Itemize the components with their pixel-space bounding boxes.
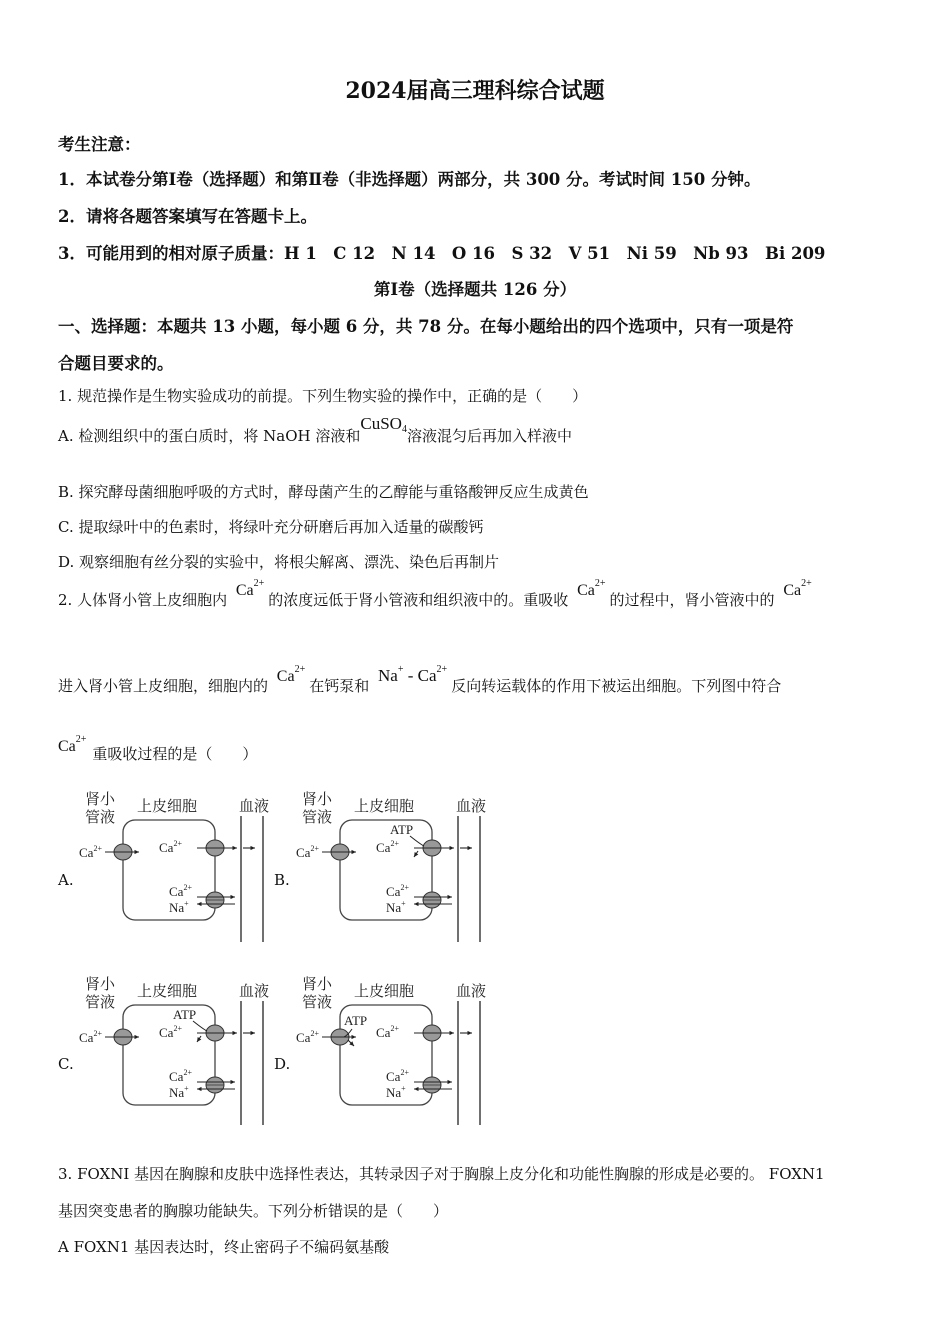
blood-label: 血液: [456, 799, 487, 815]
q2-line-1: 2. 人体肾小管上皮细胞内 $Ca^{2+}$的浓度远低于肾小管液和组织液中的。重吸收 $Ca^{2+}$的过程中，肾小管液中的 $Ca^{2+}$: [58, 578, 812, 609]
diagram-c: [75, 975, 285, 1125]
ca-out-arrow-head: [230, 895, 235, 899]
ca-to-blood-arrow-head: [250, 846, 255, 850]
na-in-arrow-head: [197, 1087, 202, 1091]
lumen-label: 肾小: [302, 977, 333, 993]
na-ca-exchanger-formula: $Na^+ - Ca^{2+}$: [378, 664, 448, 685]
cuso4-formula: CuSO$_4$: [360, 414, 407, 435]
na-ion-label: Na+: [386, 1084, 406, 1100]
notice-heading: 考生注意：: [58, 135, 141, 154]
blood-label: 血液: [239, 799, 270, 815]
ca-entry-arrow-head: [134, 850, 139, 854]
q1-option-a-pre: A. 检测组织中的蛋白质时，将 NaOH 溶液和: [58, 427, 361, 445]
na-ion-label: Na+: [386, 899, 406, 915]
q2-option-c-label: C.: [58, 1055, 74, 1073]
ca-ion-label: $Ca^{2+}$: [296, 844, 319, 860]
lumen-label: 肾小: [85, 977, 116, 993]
page-title: 2024届高三理科综合试题: [345, 78, 605, 104]
na-in-arrow-head: [197, 902, 202, 906]
notice-item-2: 2．请将各题答案填写在答题卡上。: [58, 207, 317, 226]
na-in-arrow-head: [414, 902, 419, 906]
q1-option-d: D. 观察细胞有丝分裂的实验中，将根尖解离、漂洗、染色后再制片: [58, 553, 500, 571]
ca-ion: $Ca^{2+}$: [235, 578, 265, 599]
ca-ion: $Ca^{2+}$: [577, 578, 606, 599]
atp-label: ATP: [173, 1007, 197, 1022]
ca-ion-label: $Ca^{2+}$: [159, 1024, 182, 1040]
lumen-label: 管液: [85, 995, 116, 1011]
ca-ion-label: $Ca^{2+}$: [159, 839, 182, 855]
ca-entry-arrow-head: [351, 1035, 356, 1039]
ca-ion-label: $Ca^{2+}$: [169, 1068, 192, 1084]
cell-label: 上皮细胞: [137, 984, 198, 1000]
ca-entry-arrow-head: [134, 1035, 139, 1039]
ca-ion-label: $Ca^{2+}$: [79, 844, 102, 860]
ca-ion-label: $Ca^{2+}$: [386, 883, 409, 899]
atp-arrow: [410, 836, 424, 846]
atp-arrow: [193, 1021, 207, 1031]
q1-option-c: C. 提取绿叶中的色素时，将绿叶充分研磨后再加入适量的碳酸钙: [58, 518, 484, 536]
q3-line-1: 3. FOXNI 基因在胸腺和皮肤中选择性表达，其转录因子对于胸腺上皮分化和功能性胸腺的形成是必要的。 FOXN1: [58, 1165, 825, 1183]
q1-option-a: [58, 414, 572, 447]
diagram-b: [292, 790, 502, 950]
ca-ion-label: $Ca^{2+}$: [296, 1029, 319, 1045]
section-intro-line-1: 一、选择题：本题共 13 小题，每小题 6 分，共 78 分。在每小题给出的四个选项中，只有一项是符: [58, 317, 794, 336]
ca-ion-label: $Ca^{2+}$: [386, 1068, 409, 1084]
ca-ion-label: $Ca^{2+}$: [376, 1024, 399, 1040]
q1-option-a-post: 溶液混匀后再加入样液中: [406, 427, 572, 445]
blood-label: 血液: [456, 984, 487, 1000]
q2-line-3: $Ca^{2+}$重吸收过程的是（ ）: [58, 734, 258, 763]
ca-out-arrow-head: [447, 1080, 452, 1084]
cell-label: 上皮细胞: [354, 799, 415, 815]
ca-to-blood-arrow-head: [467, 1031, 472, 1035]
ca-pump-arrow-head: [232, 1031, 237, 1035]
ca-out-arrow-head: [447, 895, 452, 899]
na-in-arrow-head: [414, 1087, 419, 1091]
blood-label: 血液: [239, 984, 270, 1000]
q2-line-2: 进入肾小管上皮细胞，细胞内的 $Ca^{2+}$在钙泵和 $Na^+ - Ca^{2+}$反向转运载体的作用下被运出细胞。下列图中符合: [58, 664, 782, 695]
cell-label: 上皮细胞: [137, 799, 198, 815]
ca-to-blood-arrow-head: [250, 1031, 255, 1035]
ca-ion: $Ca^{2+}$: [783, 578, 812, 599]
ca-ion-label: $Ca^{2+}$: [376, 839, 399, 855]
lumen-label: 管液: [302, 995, 333, 1011]
ca-pump-arrow-head: [232, 846, 237, 850]
diagram-d: [292, 975, 502, 1125]
na-ion-label: Na+: [169, 899, 189, 915]
lumen-label: 肾小: [85, 792, 116, 808]
lumen-label: 管液: [302, 810, 333, 826]
q1-option-b: B. 探究酵母菌细胞呼吸的方式时，酵母菌产生的乙醇能与重铬酸钾反应生成黄色: [58, 483, 589, 501]
ca-pump-arrow-head: [449, 846, 454, 850]
ca-ion-label: $Ca^{2+}$: [79, 1029, 102, 1045]
section-title: 第Ⅰ卷（选择题共 126 分）: [373, 280, 577, 299]
lumen-label: 肾小: [302, 792, 333, 808]
cell-label: 上皮细胞: [354, 984, 415, 1000]
ca-out-arrow-head: [230, 1080, 235, 1084]
atp-label: ATP: [344, 1013, 368, 1028]
lumen-label: 管液: [85, 810, 116, 826]
ca-ion: $Ca^{2+}$: [276, 664, 306, 685]
na-ion-label: Na+: [169, 1084, 189, 1100]
diagram-a: [75, 790, 285, 950]
notice-item-1: 1．本试卷分第Ⅰ卷（选择题）和第Ⅱ卷（非选择题）两部分，共 300 分。考试时间 150 分钟。: [58, 170, 761, 189]
ca-entry-arrow-head: [351, 850, 356, 854]
q1-stem: 1. 规范操作是生物实验成功的前提。下列生物实验的操作中，正确的是（ ）: [58, 387, 588, 405]
q2-option-a-label: A.: [58, 871, 74, 889]
q2-option-b-label: B.: [274, 871, 290, 889]
notice-item-3: 3．可能用到的相对原子质量：H 1 C 12 N 14 O 16 S 32 V 51 Ni 59 Nb 93 Bi 209: [58, 244, 826, 263]
q3-option-a: A FOXN1 基因表达时，终止密码子不编码氨基酸: [58, 1238, 390, 1256]
q2-option-d-label: D.: [274, 1055, 291, 1073]
ca-to-blood-arrow-head: [467, 846, 472, 850]
q3-line-2: 基因突变患者的胸腺功能缺失。下列分析错误的是（ ）: [58, 1202, 449, 1220]
ca-ion-label: $Ca^{2+}$: [169, 883, 192, 899]
atp-label: ATP: [390, 822, 414, 837]
ca-ion: $Ca^{2+}$: [58, 734, 87, 755]
ca-pump-arrow-head: [449, 1031, 454, 1035]
section-intro-line-2: 合题目要求的。: [58, 354, 174, 373]
